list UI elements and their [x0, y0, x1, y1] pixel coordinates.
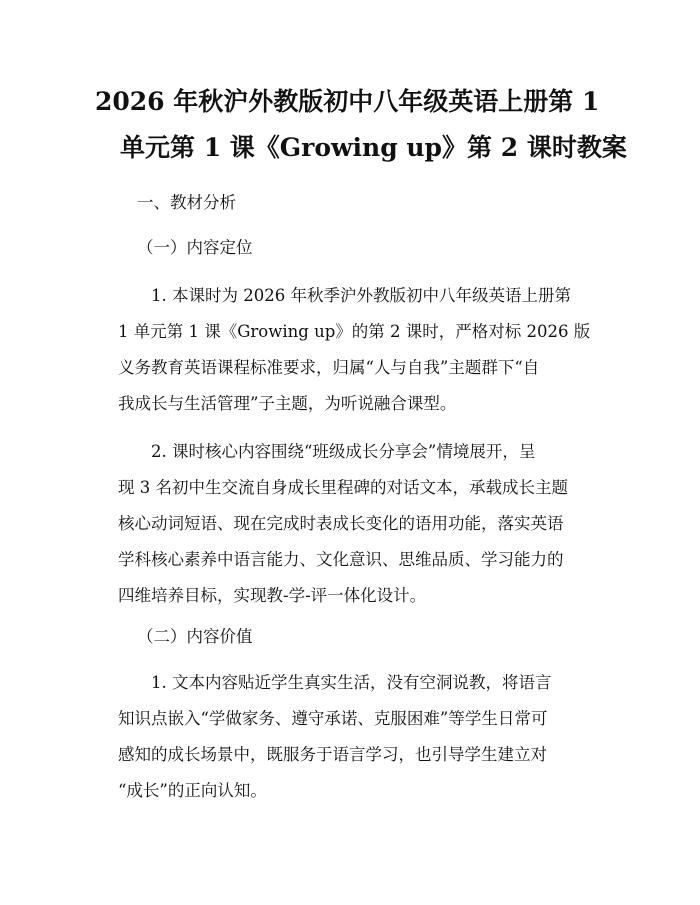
paragraph-line: 学科核心素养中语言能力、文化意识、思维品质、学习能力的 — [118, 550, 564, 569]
paragraph-line: 四维培养目标，实现教-学-评一体化设计。 — [118, 586, 427, 605]
paragraph-1 — [118, 278, 591, 422]
subsection-heading-content-value: （二）内容价值 — [137, 627, 253, 646]
subsection-heading-content-positioning: （一）内容定位 — [137, 238, 253, 257]
paragraph-line: 核心动词短语、现在完成时表成长变化的语用功能，落实英语 — [118, 514, 564, 533]
paragraph-line: 现 3 名初中生交流自身成长里程碑的对话文本，承载成长主题 — [118, 478, 568, 497]
paragraph-line: 2. 课时核心内容围绕“班级成长分享会”情境展开，呈 — [151, 442, 536, 461]
document-title-line-2: 单元第 1 课《Growing up》第 2 课时教案 — [120, 133, 627, 162]
section-heading-textbook-analysis: 一、教材分析 — [137, 193, 236, 212]
paragraph-line: “成长”的正向认知。 — [118, 781, 267, 800]
document-title-line-1: 2026 年秋沪外教版初中八年级英语上册第 1 — [95, 87, 600, 116]
paragraph-line: 我成长与生活管理”子主题，为听说融合课型。 — [118, 394, 457, 413]
paragraph-line: 知识点嵌入“学做家务、遵守承诺、克服困难”等学生日常可 — [118, 709, 548, 728]
paragraph-2 — [118, 434, 588, 614]
paragraph-3 — [118, 665, 588, 809]
paragraph-line: 感知的成长场景中，既服务于语言学习，也引导学生建立对 — [118, 745, 547, 764]
paragraph-line: 1 单元第 1 课《Growing up》的第 2 课时，严格对标 2026 版 — [118, 322, 591, 341]
paragraph-line: 义务教育英语课程标准要求，归属“人与自我”主题群下“自 — [118, 358, 540, 377]
paragraph-line: 1. 文本内容贴近学生真实生活，没有空洞说教，将语言 — [151, 673, 552, 692]
paragraph-line: 1. 本课时为 2026 年秋季沪外教版初中八年级英语上册第 — [151, 286, 571, 305]
